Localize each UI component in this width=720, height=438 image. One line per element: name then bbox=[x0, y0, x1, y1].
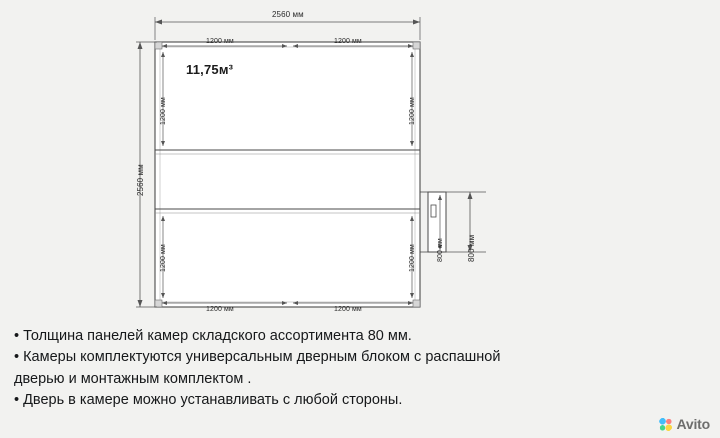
dim-text-overall-width: 2560 мм bbox=[272, 10, 304, 19]
dim-text-overall-height: 2560 мм bbox=[136, 164, 145, 196]
note-text-3: Дверь в камере можно устанавливать с любой стороны. bbox=[23, 392, 403, 409]
dim-text-left-lower: 1200 мм bbox=[160, 244, 167, 272]
corner-post-tr bbox=[413, 42, 420, 49]
dim-text-right-upper: 1200 мм bbox=[409, 97, 416, 125]
door-handle bbox=[431, 205, 436, 217]
dim-text-bottom-right: 1200 мм bbox=[334, 306, 362, 313]
note-text-2b: дверью и монтажным комплектом . bbox=[14, 370, 252, 387]
dim-arrow-top-left bbox=[155, 20, 162, 25]
dim-arrow-do-a bbox=[468, 192, 473, 199]
dim-text-top-right: 1200 мм bbox=[334, 38, 362, 45]
dim-text-top-left: 1200 мм bbox=[206, 38, 234, 45]
note-text-2a: Камеры комплектуются универсальным дверным блоком с распашной bbox=[23, 349, 501, 366]
notes-block bbox=[14, 326, 708, 412]
dim-arrow-left-top bbox=[138, 42, 143, 49]
chamber-outline bbox=[155, 42, 420, 307]
corner-post-bl bbox=[155, 300, 162, 307]
dim-text-bottom-left: 1200 мм bbox=[206, 306, 234, 313]
bullet-icon-3: • bbox=[14, 392, 20, 409]
corner-post-tl bbox=[155, 42, 162, 49]
corner-post-br bbox=[413, 300, 420, 307]
dim-text-right-lower: 1200 мм bbox=[409, 244, 416, 272]
bullet-icon-2: • bbox=[14, 349, 20, 366]
note-item-2-cont bbox=[14, 369, 708, 390]
volume-label: 11,75м³ bbox=[186, 62, 234, 77]
note-item-2 bbox=[14, 347, 708, 368]
dim-text-left-upper: 1200 мм bbox=[160, 97, 167, 125]
note-item-3 bbox=[14, 390, 708, 411]
dim-arrow-left-bottom bbox=[138, 300, 143, 307]
avito-logo-icon bbox=[658, 417, 673, 432]
dim-text-door-outer: 800 мм bbox=[467, 234, 476, 262]
avito-watermark bbox=[658, 416, 710, 432]
dim-arrow-top-right bbox=[413, 20, 420, 25]
note-text-1: Толщина панелей камер складского ассортимента 80 мм. bbox=[23, 328, 412, 344]
note-item-1 bbox=[14, 326, 708, 347]
bullet-icon-1: • bbox=[14, 328, 20, 344]
avito-watermark-text: Avito bbox=[676, 416, 710, 432]
dim-text-door-inner: 800 мм bbox=[437, 238, 444, 262]
